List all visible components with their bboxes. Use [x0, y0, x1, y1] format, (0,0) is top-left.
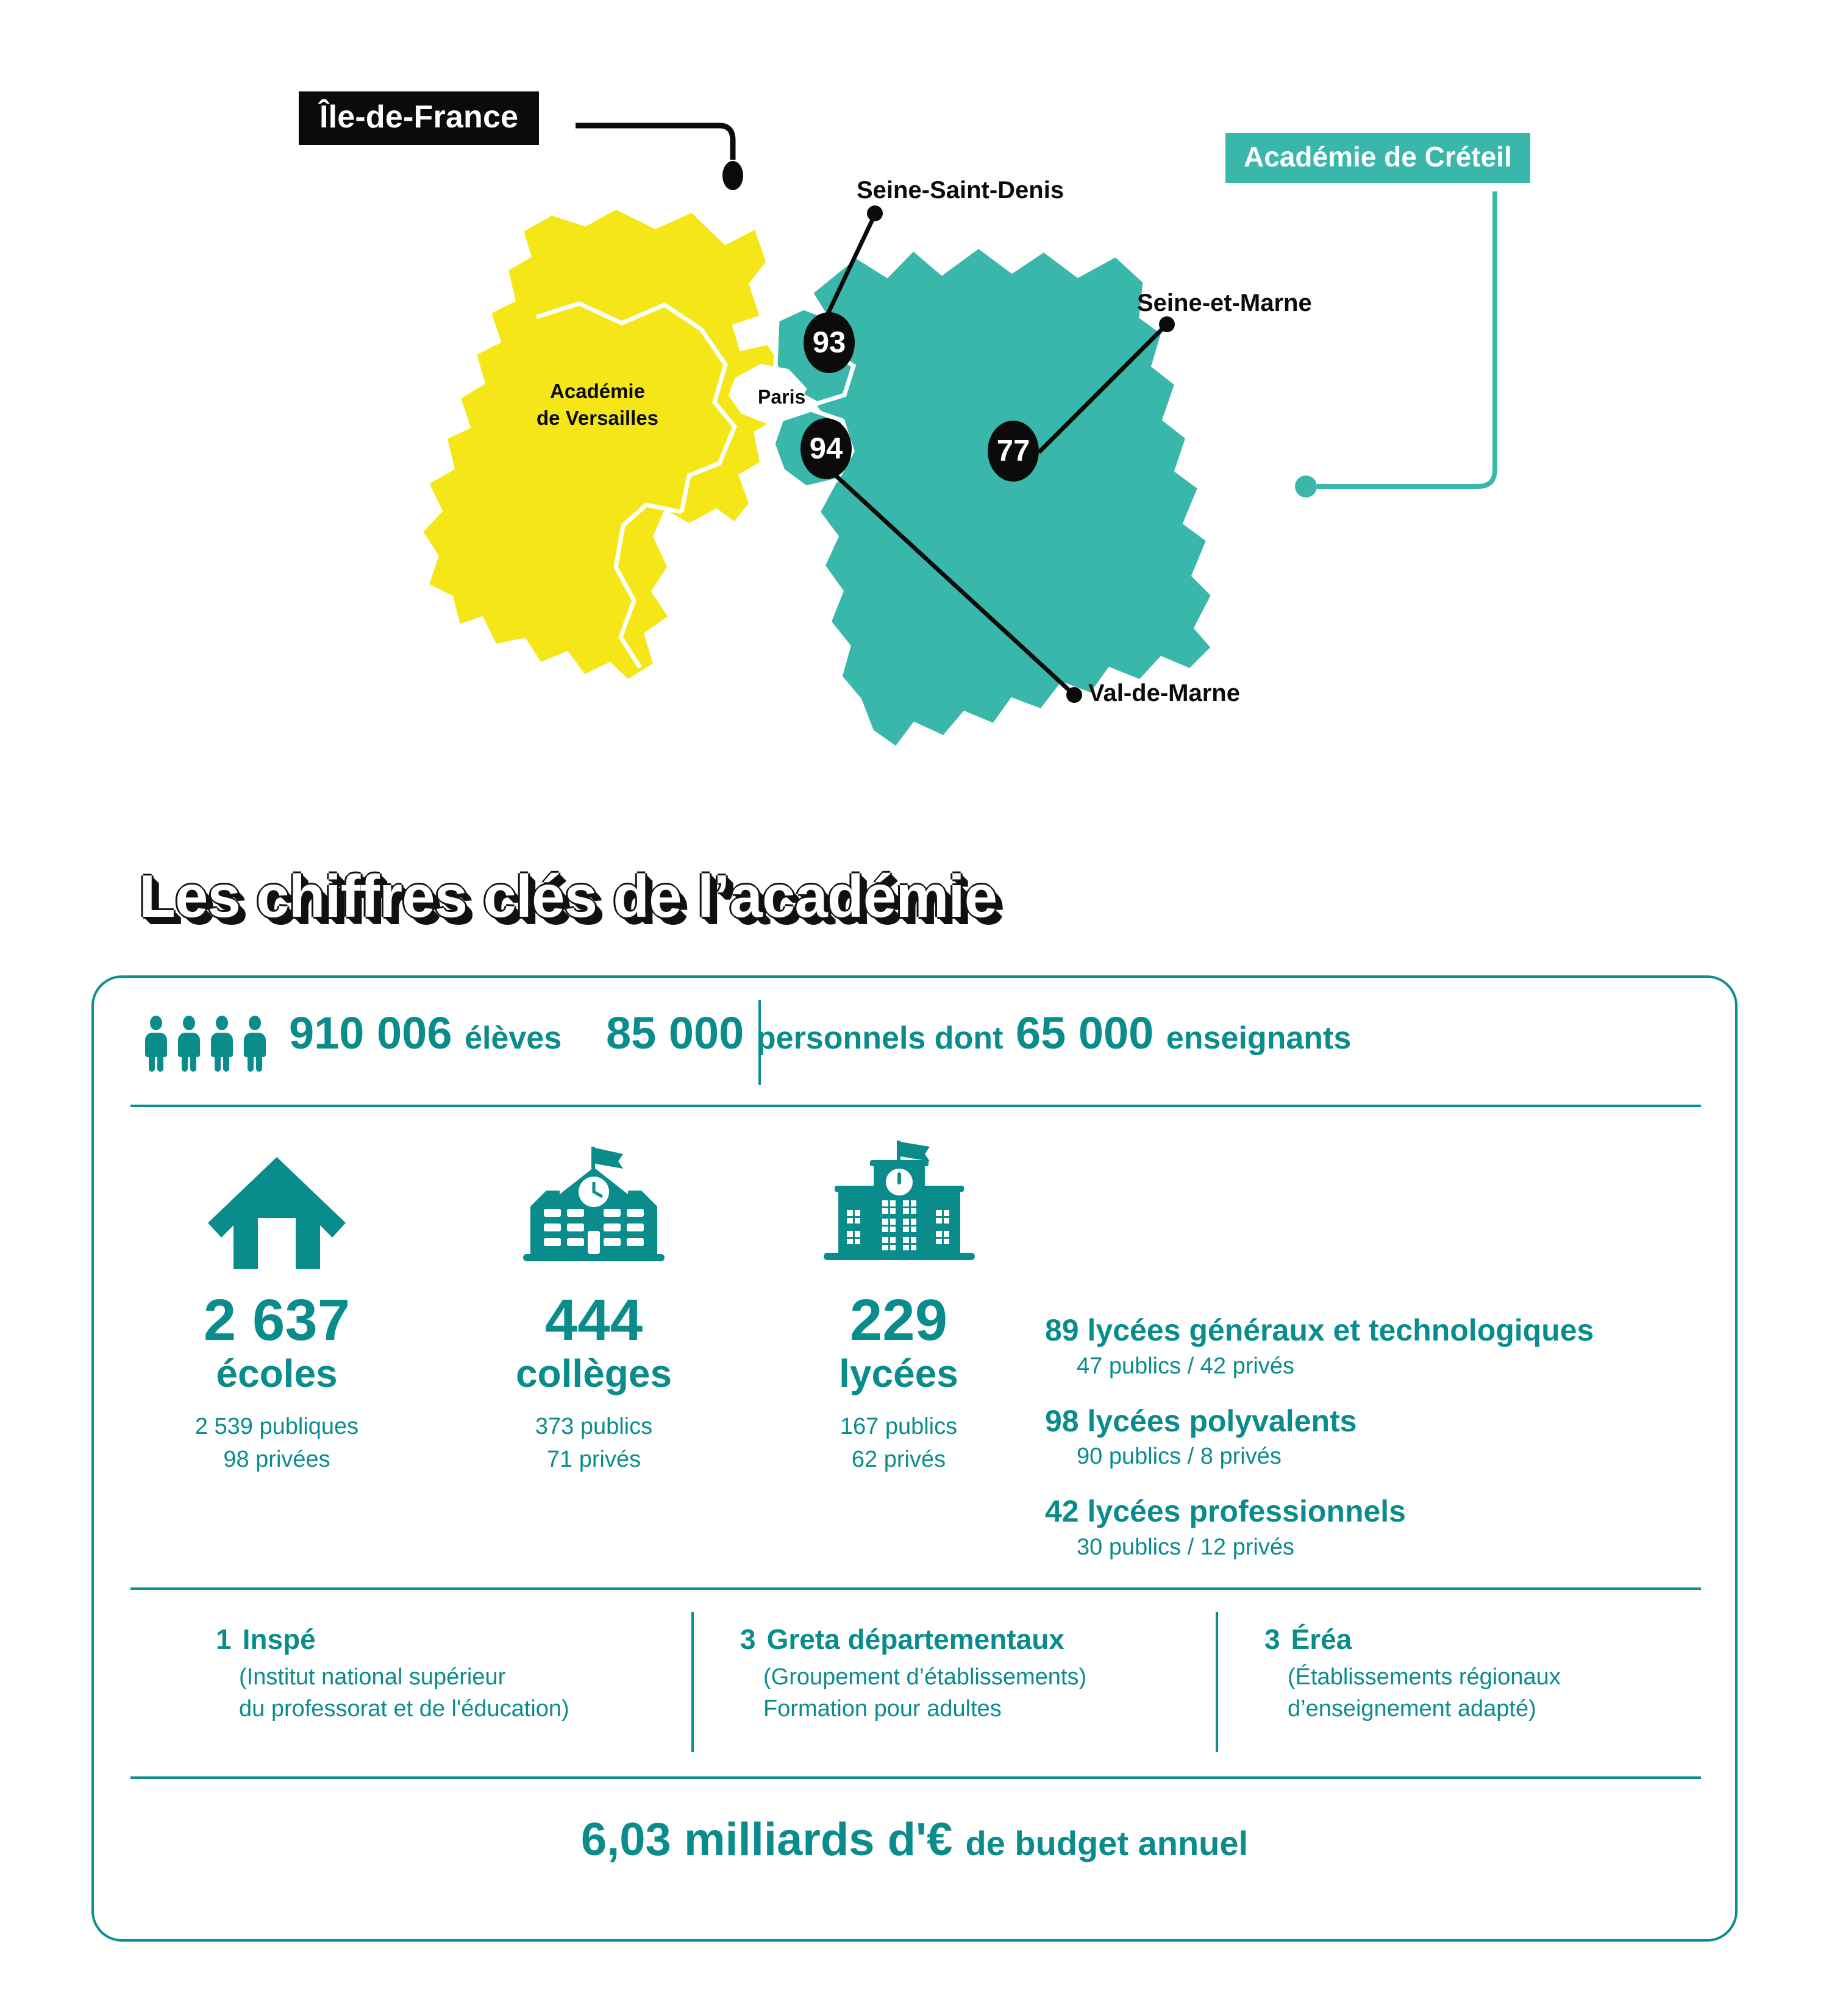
lycee-polyvalent-label: lycées polyvalents	[1087, 1403, 1357, 1438]
lycees-private: 62 privés	[851, 1447, 946, 1473]
staff-count: 85 000	[606, 1008, 744, 1058]
val-de-marne-leader-dot	[1066, 687, 1082, 703]
highschool-building-icon	[765, 1130, 1033, 1270]
lycee-general-line	[1045, 1313, 1716, 1348]
stat-lycees	[765, 1130, 1033, 1476]
versailles-label-line1: Académie	[550, 380, 645, 402]
staff-stat	[606, 1007, 1351, 1059]
lycee-general-breakdown: 47 publics / 42 privés	[1077, 1353, 1294, 1379]
colleges-breakdown	[447, 1411, 740, 1476]
inspe-desc	[239, 1661, 569, 1725]
region-badge: Île-de-France	[299, 91, 539, 145]
divider-3	[130, 1776, 1701, 1779]
institutions-divider-2	[1216, 1612, 1218, 1752]
institutions-divider-1	[691, 1612, 694, 1752]
greta-title	[740, 1624, 1086, 1655]
greta-desc-line2: Formation pour adultes	[763, 1696, 1002, 1722]
idf-connector-dot	[722, 161, 743, 190]
page-title: Les chiffres clés de l’académie	[139, 863, 997, 930]
dept-marker-77: 77	[988, 421, 1039, 482]
map-section	[0, 0, 1829, 817]
lycee-pro-count: 42	[1045, 1494, 1079, 1528]
teachers-count: 65 000	[1015, 1008, 1154, 1058]
stat-ecoles	[130, 1130, 423, 1476]
ecoles-count: 2 637	[203, 1288, 351, 1353]
colleges-private: 71 privés	[546, 1447, 641, 1473]
budget-label: de budget annuel	[965, 1824, 1249, 1862]
staff-label: personnels dont	[756, 1020, 1004, 1056]
academy-badge: Académie de Créteil	[1225, 133, 1530, 183]
ecoles-label: écoles	[216, 1352, 338, 1395]
map-label-seine-et-marne: Seine-et-Marne	[1137, 290, 1312, 316]
stat-colleges	[447, 1130, 740, 1476]
map-label-academie-versailles	[537, 378, 658, 431]
erea-desc-line2: d’enseignement adapté)	[1288, 1696, 1536, 1722]
erea-count: 3	[1264, 1623, 1280, 1655]
dept-marker-93: 93	[804, 312, 855, 373]
inspe-desc-line2: du professorat et de l'éducation)	[239, 1696, 569, 1722]
lycee-pro-label: lycées professionnels	[1087, 1494, 1406, 1528]
ecoles-breakdown	[130, 1411, 423, 1476]
lycee-polyvalent-count: 98	[1045, 1403, 1079, 1438]
idf-connector-line	[576, 126, 733, 160]
seine-et-marne-leader-dot	[1159, 316, 1175, 332]
students-label: élèves	[465, 1020, 562, 1056]
map-label-val-de-marne: Val-de-Marne	[1088, 680, 1240, 707]
inspe-title	[216, 1624, 569, 1655]
idf-map	[0, 0, 1829, 817]
ecoles-private: 98 privées	[223, 1447, 330, 1473]
colleges-count: 444	[544, 1288, 643, 1353]
teachers-label: enseignants	[1166, 1020, 1352, 1056]
lycee-general-count: 89	[1045, 1313, 1079, 1347]
creteil-connector-line	[1317, 191, 1495, 486]
inspe-name: Inspé	[242, 1623, 316, 1655]
divider-2	[130, 1587, 1701, 1590]
lycees-breakdown	[765, 1411, 1033, 1476]
lycee-type-item	[1045, 1404, 1716, 1470]
erea-title	[1264, 1624, 1561, 1655]
inspe-count: 1	[216, 1623, 232, 1655]
lycee-pro-breakdown: 30 publics / 12 privés	[1077, 1534, 1294, 1560]
greta-desc	[763, 1661, 1086, 1725]
erea-desc-line1: (Établissements régionaux	[1288, 1664, 1561, 1690]
greta-name: Greta départementaux	[766, 1623, 1064, 1655]
lycees-public: 167 publics	[840, 1414, 958, 1440]
institution-greta	[740, 1624, 1086, 1725]
person-icon	[176, 1016, 202, 1072]
lycee-pro-line	[1045, 1494, 1716, 1530]
budget-amount: 6,03 milliards d'€	[580, 1814, 953, 1865]
greta-count: 3	[740, 1623, 756, 1655]
people-group-icon	[143, 1016, 268, 1072]
greta-desc-line1: (Groupement d’établissements)	[763, 1664, 1087, 1690]
map-label-paris: Paris	[758, 386, 806, 408]
lycee-polyvalent-line	[1045, 1404, 1716, 1439]
lycee-types-list	[1045, 1313, 1716, 1585]
dept-marker-94: 94	[800, 418, 852, 479]
budget-line	[94, 1813, 1735, 1866]
students-count: 910 006	[289, 1008, 452, 1058]
students-stat	[289, 1007, 562, 1059]
key-figures-card	[91, 975, 1738, 1942]
lycee-general-label: lycées généraux et technologiques	[1087, 1313, 1594, 1347]
colleges-label: collèges	[515, 1352, 672, 1395]
colleges-public: 373 publics	[535, 1414, 653, 1440]
lycee-polyvalent-breakdown: 90 publics / 8 privés	[1077, 1444, 1282, 1469]
divider-1	[130, 1105, 1701, 1107]
institutions-row	[94, 1606, 1735, 1770]
house-icon	[130, 1130, 423, 1270]
headline-row	[94, 978, 1735, 1106]
person-icon	[209, 1016, 235, 1072]
lycee-type-item	[1045, 1494, 1716, 1561]
person-icon	[241, 1016, 268, 1072]
person-icon	[143, 1016, 169, 1072]
creteil-connector-dot	[1295, 476, 1317, 497]
institution-inspe	[216, 1624, 569, 1725]
institution-erea	[1264, 1624, 1561, 1725]
erea-desc	[1288, 1661, 1561, 1725]
seine-saint-denis-leader-dot	[867, 205, 883, 221]
academie-de-creteil-area	[811, 246, 1213, 749]
lycees-label: lycées	[839, 1352, 958, 1395]
map-label-seine-saint-denis: Seine-Saint-Denis	[857, 177, 1064, 204]
versailles-label-line2: de Versailles	[537, 406, 658, 429]
inspe-desc-line1: (Institut national supérieur	[239, 1664, 506, 1690]
erea-name: Éréa	[1291, 1623, 1352, 1655]
school-building-icon	[447, 1130, 740, 1270]
ecoles-public: 2 539 publiques	[194, 1414, 359, 1440]
lycees-count: 229	[849, 1288, 948, 1353]
lycee-type-item	[1045, 1313, 1716, 1380]
